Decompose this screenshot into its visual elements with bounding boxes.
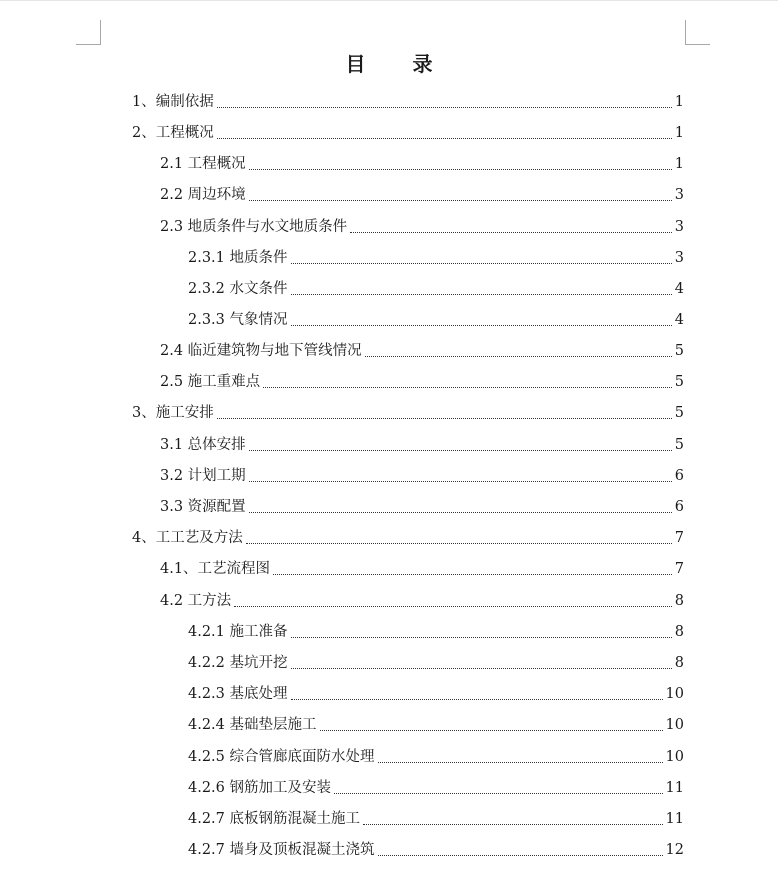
toc-entry-text: 1、编制依据 [132, 94, 214, 110]
toc-page-number: 5 [674, 405, 684, 421]
toc-entry-text: 4.2.4 基础垫层施工 [188, 717, 317, 733]
toc-leader-dots [320, 730, 663, 731]
toc-entry-text: 2.2 周边环境 [160, 187, 246, 203]
toc-entry-text: 2.3.3 气象情况 [188, 312, 288, 328]
toc-title: 目 录 [345, 52, 453, 76]
toc-page-number: 11 [665, 780, 684, 796]
toc-entry-text: 4.2.7 墙身及顶板混凝土浇筑 [188, 842, 375, 858]
toc-page-number: 7 [674, 561, 684, 577]
toc-entry[interactable] [132, 121, 684, 143]
toc-leader-dots [291, 325, 672, 326]
toc-entry-text: 2.1 工程概况 [160, 156, 246, 172]
toc-page-number: 3 [674, 219, 684, 235]
toc-entry[interactable] [188, 308, 684, 330]
toc-entry[interactable] [160, 215, 684, 237]
toc-entry-text: 2.4 临近建筑物与地下管线情况 [160, 343, 362, 359]
toc-entry[interactable] [188, 277, 684, 299]
page-top-border [0, 0, 778, 1]
toc-leader-dots [365, 356, 672, 357]
toc-page-number: 10 [665, 749, 684, 765]
toc-leader-dots [249, 450, 672, 451]
toc-leader-dots [234, 606, 672, 607]
toc-entry-text: 3.3 资源配置 [160, 499, 246, 515]
toc-page-number: 3 [674, 187, 684, 203]
margin-corner-top-left [76, 20, 101, 45]
toc-entry-text: 4、工工艺及方法 [132, 530, 243, 546]
toc-page-number: 5 [674, 343, 684, 359]
toc-leader-dots [217, 138, 672, 139]
toc-entry-text: 4.2.1 施工准备 [188, 624, 288, 640]
toc-entry[interactable] [160, 183, 684, 205]
toc-entry-text: 4.1、工艺流程图 [160, 561, 271, 577]
toc-page-number: 5 [674, 437, 684, 453]
toc-leader-dots [249, 512, 672, 513]
toc-entry-text: 2、工程概况 [132, 125, 214, 141]
toc-entry-text: 4.2.6 钢筋加工及安装 [188, 780, 332, 796]
toc-leader-dots [217, 107, 672, 108]
toc-entry[interactable] [188, 807, 684, 829]
toc-page-number: 4 [674, 312, 684, 328]
toc-leader-dots [291, 294, 672, 295]
toc-leader-dots [273, 574, 672, 575]
toc-leader-dots [246, 543, 672, 544]
toc-entry[interactable] [132, 401, 684, 423]
toc-leader-dots [291, 637, 672, 638]
toc-entry-text: 2.3.2 水文条件 [188, 281, 288, 297]
toc-page-number: 12 [665, 842, 684, 858]
toc-page-number: 10 [665, 686, 684, 702]
toc-leader-dots [363, 824, 663, 825]
toc-leader-dots [378, 762, 663, 763]
toc-entry[interactable] [160, 370, 684, 392]
toc-entry-text: 4.2 工方法 [160, 593, 232, 609]
toc-leader-dots [263, 387, 672, 388]
toc-page-number: 1 [674, 156, 684, 172]
toc-entry-text: 4.2.3 基底处理 [188, 686, 288, 702]
toc-entry-text: 3.2 计划工期 [160, 468, 246, 484]
toc-page-number: 6 [674, 499, 684, 515]
toc-entry[interactable] [160, 495, 684, 517]
toc-entry-text: 4.2.5 综合管廊底面防水处理 [188, 749, 375, 765]
toc-leader-dots [291, 263, 672, 264]
toc-page-number: 3 [674, 250, 684, 266]
toc-page-number: 1 [674, 94, 684, 110]
toc-page-number: 1 [674, 125, 684, 141]
toc-leader-dots [350, 232, 672, 233]
toc-entry[interactable] [188, 651, 684, 673]
toc-entry[interactable] [132, 90, 684, 112]
toc-entry-text: 4.2.2 基坑开挖 [188, 655, 288, 671]
toc-page-number: 4 [674, 281, 684, 297]
toc-entry[interactable] [132, 526, 684, 548]
toc-page-number: 7 [674, 530, 684, 546]
toc-entry[interactable] [160, 152, 684, 174]
toc-entry[interactable] [160, 557, 684, 579]
toc-page-number: 8 [674, 593, 684, 609]
toc-entry[interactable] [188, 620, 684, 642]
toc-page-number: 10 [665, 717, 684, 733]
margin-corner-top-right [685, 20, 710, 45]
toc-entry[interactable] [160, 433, 684, 455]
toc-leader-dots [217, 418, 672, 419]
toc-entry[interactable] [160, 589, 684, 611]
toc-entry[interactable] [188, 713, 684, 735]
toc-entry-text: 4.2.7 底板钢筋混凝土施工 [188, 811, 361, 827]
toc-leader-dots [291, 668, 672, 669]
toc-entry[interactable] [188, 682, 684, 704]
toc-leader-dots [378, 855, 663, 856]
toc-page-number: 8 [674, 655, 684, 671]
toc-entry[interactable] [188, 246, 684, 268]
toc-entry-text: 2.3 地质条件与水文地质条件 [160, 219, 348, 235]
toc-page-number: 5 [674, 374, 684, 390]
toc-page-number: 6 [674, 468, 684, 484]
toc-leader-dots [249, 481, 672, 482]
toc-entry-text: 3.1 总体安排 [160, 437, 246, 453]
toc-entry[interactable] [188, 776, 684, 798]
toc-page-number: 11 [665, 811, 684, 827]
toc-leader-dots [249, 200, 672, 201]
toc-entry[interactable] [188, 838, 684, 860]
toc-entry-text: 2.3.1 地质条件 [188, 250, 288, 266]
toc-entry[interactable] [160, 464, 684, 486]
toc-page-number: 8 [674, 624, 684, 640]
toc-leader-dots [249, 169, 672, 170]
toc-entry[interactable] [188, 745, 684, 767]
toc-entry-text: 3、施工安排 [132, 405, 214, 421]
toc-leader-dots [291, 699, 663, 700]
toc-leader-dots [334, 793, 663, 794]
toc-entry[interactable] [160, 339, 684, 361]
toc-entry-text: 2.5 施工重难点 [160, 374, 261, 390]
